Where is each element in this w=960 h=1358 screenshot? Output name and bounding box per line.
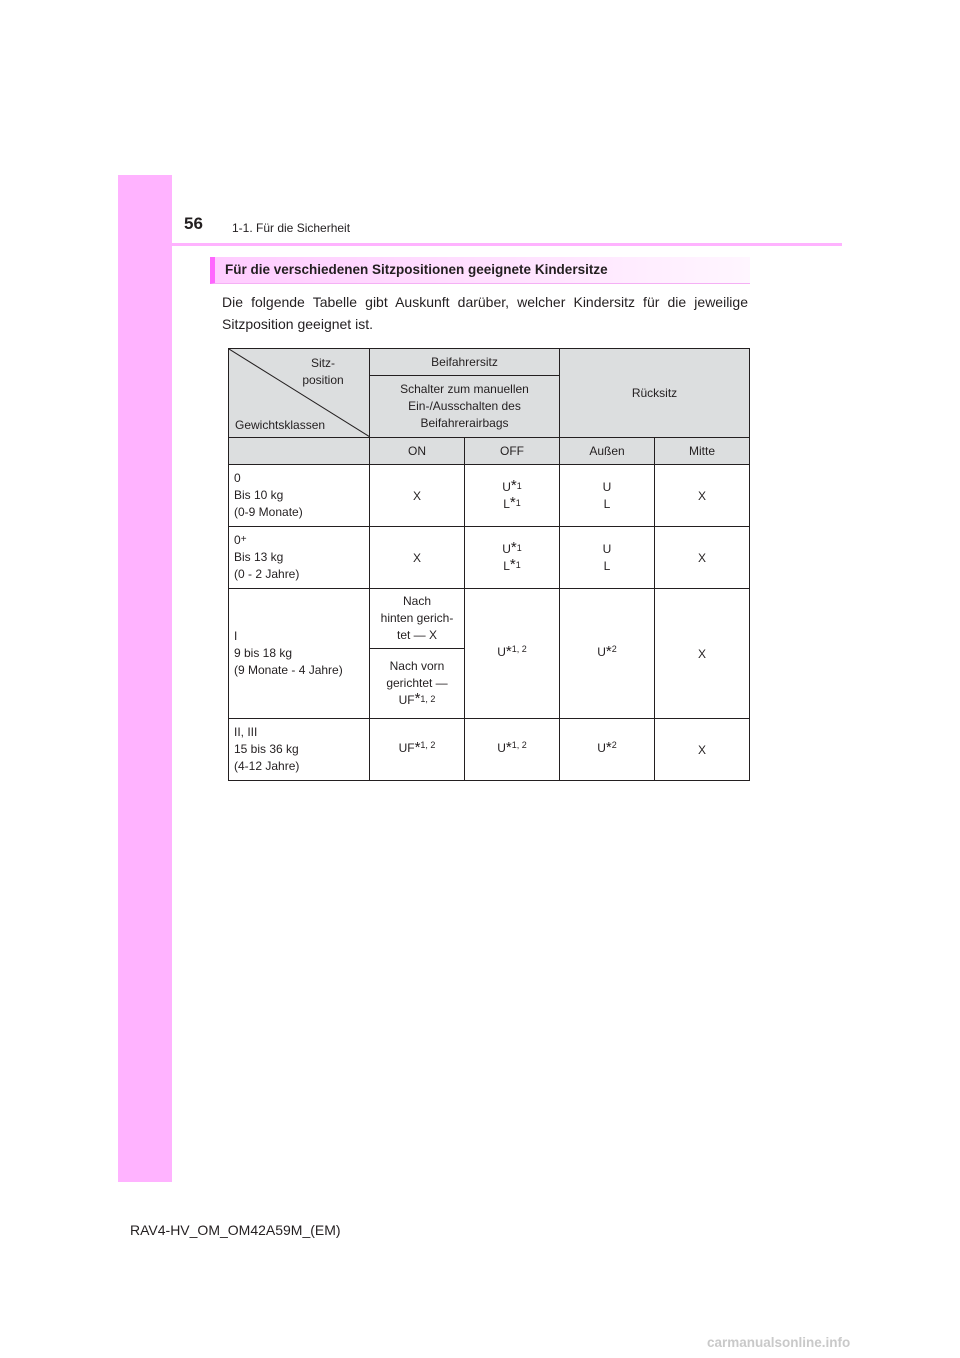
footnote-star-icon: * bbox=[605, 739, 612, 756]
page-number: 56 bbox=[184, 214, 203, 233]
child-seat-table bbox=[228, 348, 750, 781]
subheader-mitte: Mitte bbox=[655, 438, 750, 465]
cell-aussen bbox=[560, 465, 655, 527]
cell-off-value: U bbox=[502, 479, 511, 494]
header-airbag-switch-text: Schalter zum manuellen Ein-/Ausschalten des Beifahrerairbags bbox=[400, 382, 529, 430]
corner-seat-label: Sitz- position bbox=[302, 356, 344, 387]
cell-on-rearward bbox=[370, 589, 465, 649]
document-code: RAV4-HV_OM_OM42A59M_(EM) bbox=[130, 1222, 341, 1238]
header-beifahrersitz: Beifahrersitz bbox=[370, 349, 560, 376]
cell-on bbox=[370, 719, 465, 781]
footnote-ref: 1, 2 bbox=[420, 740, 436, 750]
cell-off-value: U bbox=[497, 645, 506, 659]
cell-aussen bbox=[560, 719, 655, 781]
cell-aussen bbox=[560, 527, 655, 589]
cell-on-forward-value: UF bbox=[398, 693, 415, 707]
header-blank bbox=[229, 438, 370, 465]
cell-aussen-text: U L bbox=[602, 541, 612, 573]
cell-off-value: L bbox=[503, 496, 510, 511]
cell-off bbox=[465, 527, 560, 589]
subheader-on: ON bbox=[370, 438, 465, 465]
weight-group-text: Bis 13 kg (0 - 2 Jahre) bbox=[234, 550, 300, 581]
cell-aussen bbox=[560, 589, 655, 719]
subheader-off: OFF bbox=[465, 438, 560, 465]
cell-on-value: UF bbox=[398, 741, 415, 755]
corner-weight-label: Gewichtsklassen bbox=[235, 418, 326, 432]
chapter-title: 1-1. Für die Sicherheit bbox=[232, 221, 351, 235]
cell-off-value: U bbox=[502, 541, 511, 556]
footnote-ref: 1, 2 bbox=[511, 644, 527, 654]
footnote-star-icon: * bbox=[505, 739, 512, 756]
weight-group-text: II, III 15 bis 36 kg (4-12 Jahre) bbox=[234, 725, 300, 773]
table-row bbox=[229, 589, 750, 649]
footnote-ref: 1 bbox=[516, 542, 522, 553]
weight-group-cell bbox=[229, 589, 370, 719]
cell-aussen-value: U bbox=[597, 741, 606, 755]
subheader-aussen: Außen bbox=[560, 438, 655, 465]
cell-off bbox=[465, 719, 560, 781]
footnote-star-icon: * bbox=[414, 739, 421, 756]
footnote-star-icon: * bbox=[510, 476, 517, 494]
table-corner-cell bbox=[229, 349, 370, 438]
cell-on: X bbox=[370, 465, 465, 527]
header-rule bbox=[118, 243, 842, 246]
cell-on-forward-text: Nach vorn gerichtet — bbox=[386, 659, 448, 690]
footnote-ref: 1 bbox=[516, 480, 522, 491]
cell-aussen-text: U L bbox=[602, 479, 612, 511]
table-row bbox=[229, 465, 750, 527]
cell-off-value: L bbox=[503, 558, 510, 573]
cell-off-value: U bbox=[497, 741, 506, 755]
weight-group-main: 0 bbox=[234, 533, 241, 547]
weight-group-cell bbox=[229, 465, 370, 527]
cell-off bbox=[465, 465, 560, 527]
cell-mitte: X bbox=[655, 465, 750, 527]
header-ruecksitz: Rücksitz bbox=[560, 349, 750, 438]
footnote-star-icon: * bbox=[605, 643, 612, 660]
footnote-ref: 2 bbox=[611, 644, 617, 654]
footnote-star-icon: * bbox=[414, 690, 421, 707]
table-row bbox=[229, 527, 750, 589]
header-airbag-switch bbox=[370, 376, 560, 438]
weight-group-text: 0 Bis 10 kg (0-9 Monate) bbox=[234, 471, 303, 519]
footnote-ref: 1 bbox=[515, 559, 521, 570]
footnote-ref: 2 bbox=[611, 740, 617, 750]
table-row bbox=[229, 719, 750, 781]
footnote-ref: 1 bbox=[515, 497, 521, 508]
footnote-ref: 1, 2 bbox=[511, 740, 527, 750]
footnote-star-icon: * bbox=[509, 493, 516, 511]
cell-mitte: X bbox=[655, 527, 750, 589]
cell-off bbox=[465, 589, 560, 719]
weight-group-cell bbox=[229, 719, 370, 781]
intro-paragraph: Die folgende Tabelle gibt Auskunft darüber, welcher Kindersitz für die jeweilige Sitzposition geeignet ist. bbox=[222, 294, 748, 332]
footnote-ref: 1, 2 bbox=[420, 694, 436, 704]
weight-group-text: I 9 bis 18 kg (9 Monate - 4 Jahre) bbox=[234, 629, 343, 677]
footnote-star-icon: * bbox=[510, 538, 517, 556]
footnote-star-icon: * bbox=[505, 643, 512, 660]
cell-on-rearward-text: Nach hinten gerich- tet — X bbox=[380, 594, 454, 642]
watermark: carmanualsonline.info bbox=[707, 1335, 851, 1350]
section-heading bbox=[210, 257, 750, 284]
cell-aussen-value: U bbox=[597, 645, 606, 659]
side-tab-band bbox=[118, 175, 172, 1182]
cell-mitte: X bbox=[655, 589, 750, 719]
cell-mitte: X bbox=[655, 719, 750, 781]
section-heading-text: Für die verschiedenen Sitzpositionen geeignete Kindersitze bbox=[225, 262, 608, 277]
footnote-star-icon: * bbox=[509, 555, 516, 573]
cell-on-forward bbox=[370, 649, 465, 719]
weight-group-sup: + bbox=[240, 534, 247, 545]
weight-group-cell bbox=[229, 527, 370, 589]
cell-on: X bbox=[370, 527, 465, 589]
